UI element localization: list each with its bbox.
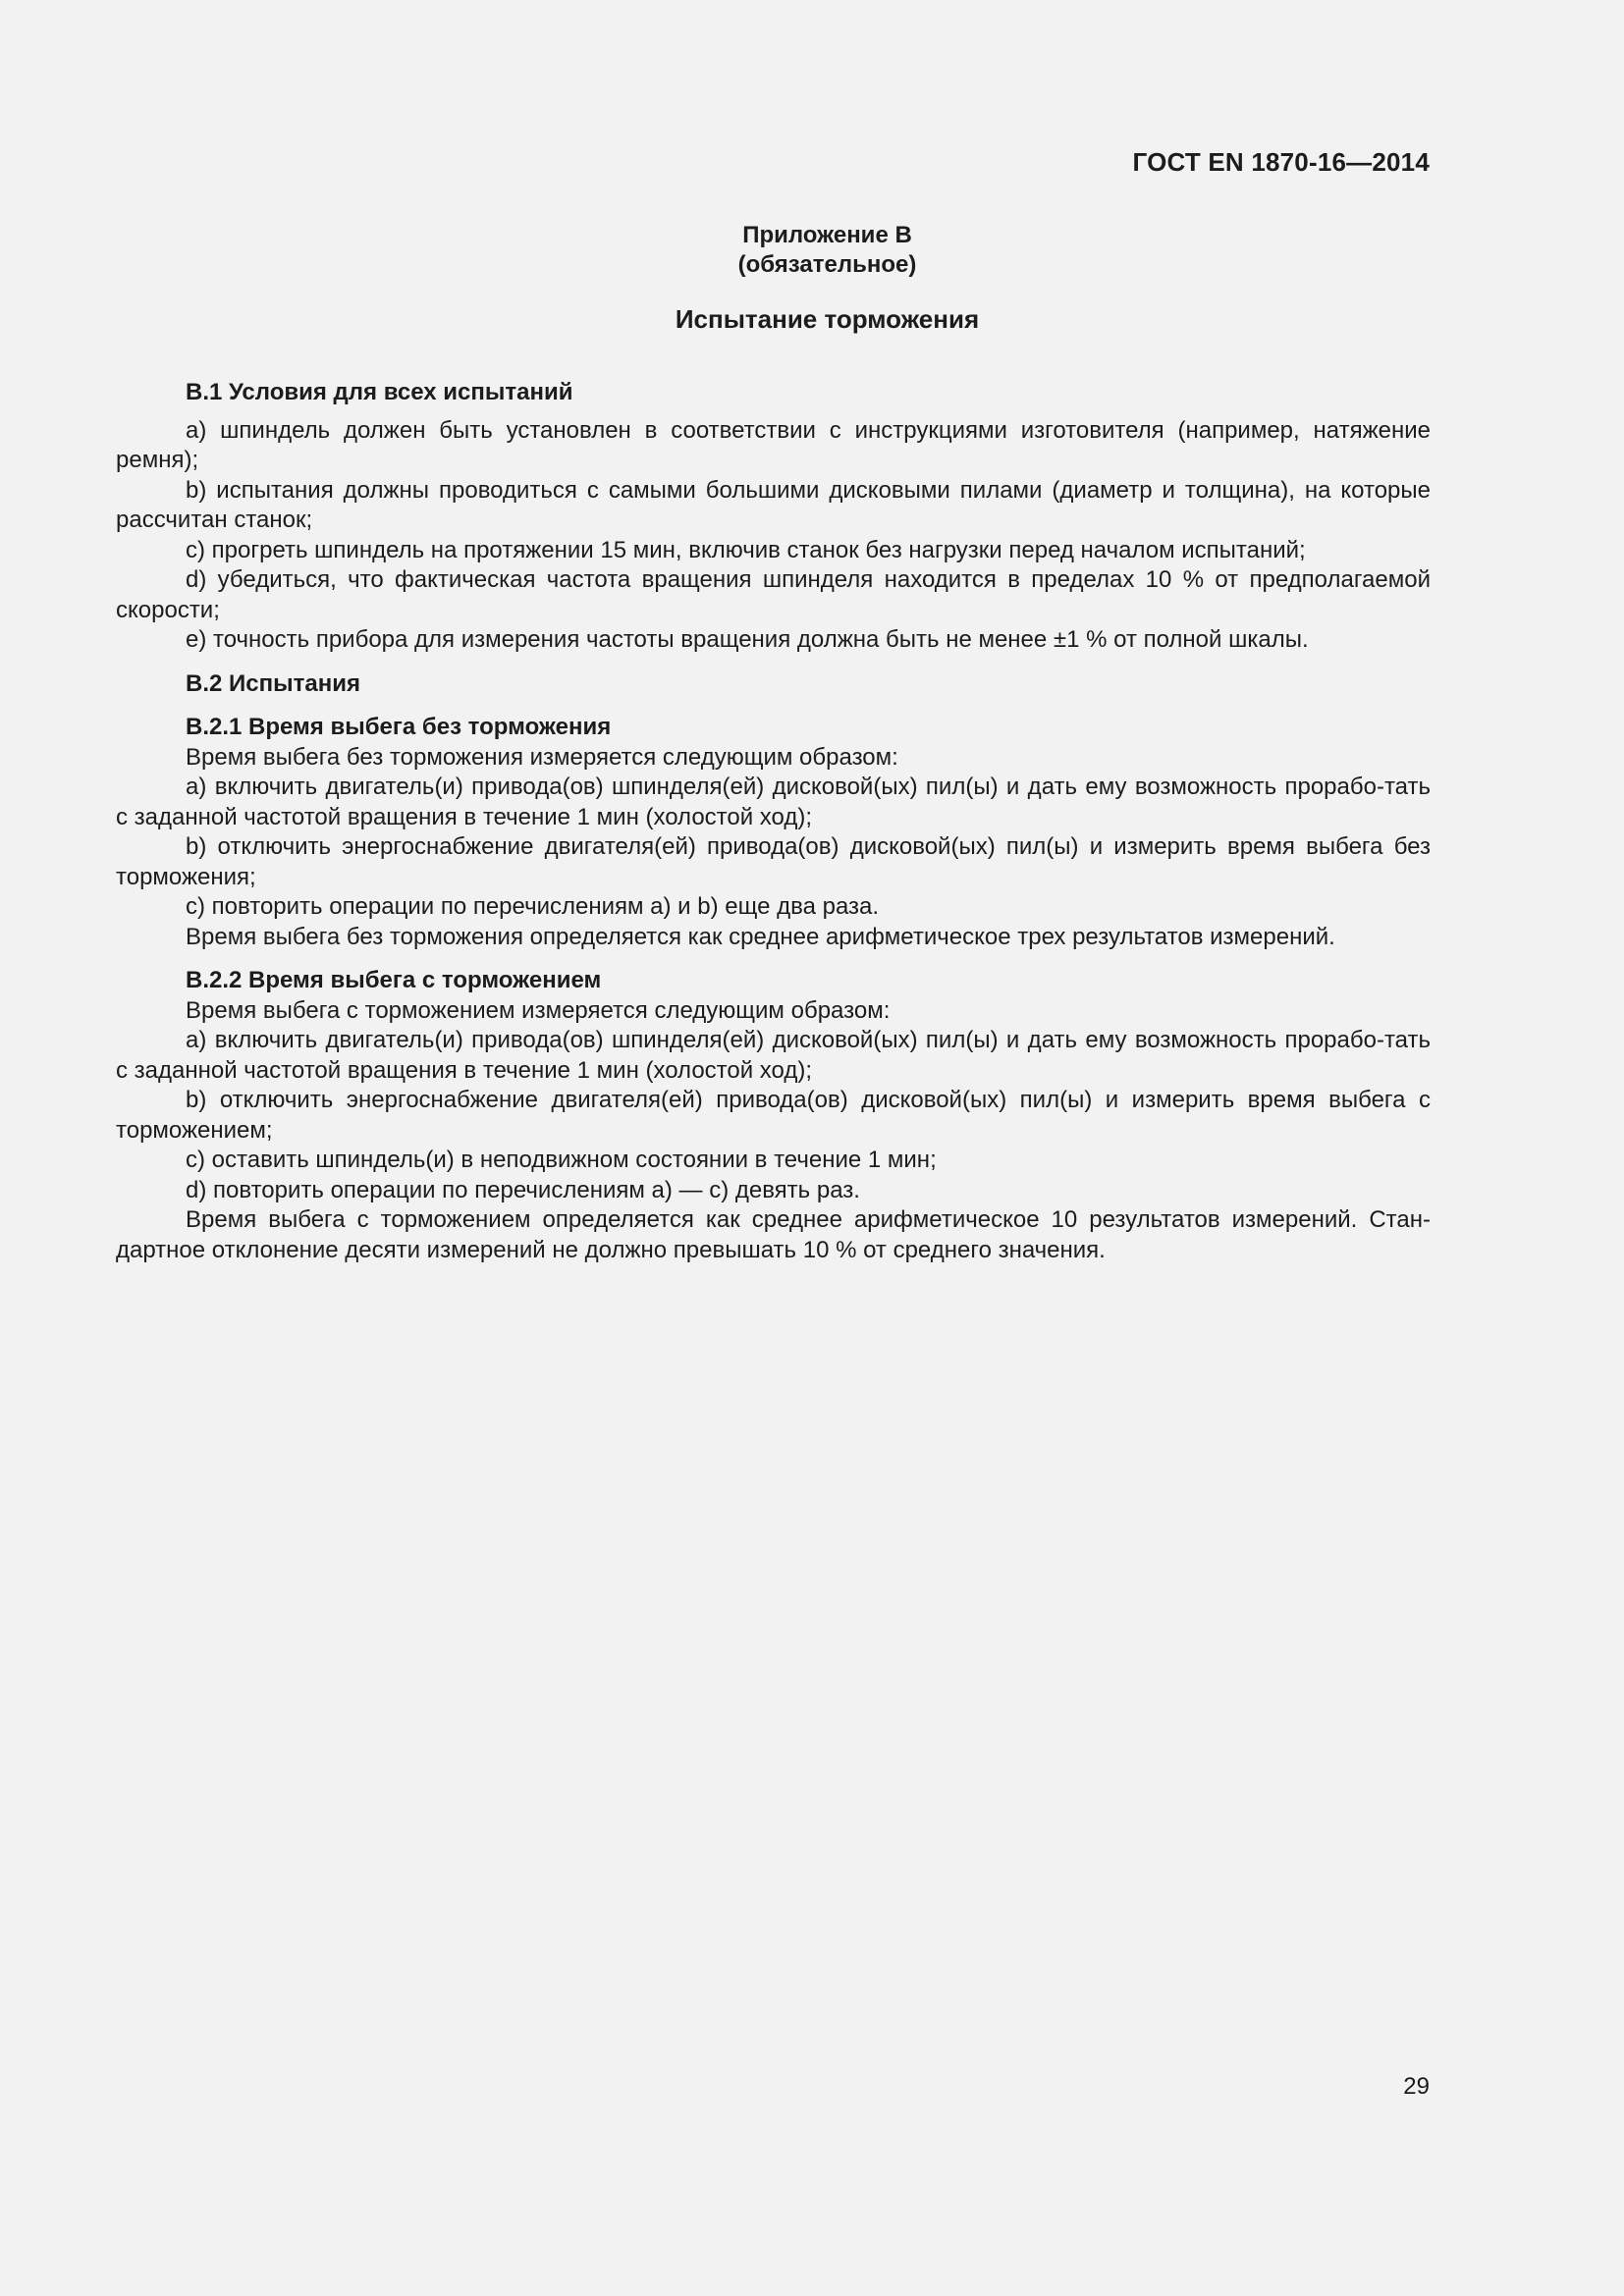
list-item: b) отключить энергоснабжение двигателя(ей) привода(ов) дисковой(ых) пил(ы) и измерить время выбега без торможения; — [116, 833, 1431, 890]
page-number: 29 — [1403, 2073, 1430, 2100]
section-b1-heading: В.1 Условия для всех испытаний — [186, 379, 573, 405]
list-item: d) повторить операции по перечислениям a) — c) девять раз. — [186, 1176, 860, 1203]
list-item: a) шпиндель должен быть установлен в соответствии с инструкциями изготовителя (например, натяжение ремня); — [116, 416, 1431, 473]
paragraph: Время выбега без торможения измеряется следующим образом: — [186, 743, 898, 771]
list-item: c) оставить шпиндель(и) в неподвижном состоянии в течение 1 мин; — [186, 1147, 937, 1173]
list-item: c) повторить операции по перечислениям a) и b) еще два раза. — [186, 893, 880, 920]
section-b22-heading: В.2.2 Время выбега с торможением — [186, 967, 602, 993]
list-item: a) включить двигатель(и) привода(ов) шпинделя(ей) дисковой(ых) пил(ы) и дать ему возможность прорабо-тать с заданной частотой вращения в течение 1 мин (холостой ход); — [116, 1027, 1431, 1084]
list-item: a) включить двигатель(и) привода(ов) шпинделя(ей) дисковой(ых) пил(ы) и дать ему возможность прорабо-тать с заданной частотой вращения в течение 1 мин (холостой ход); — [116, 774, 1431, 830]
list-item: e) точность прибора для измерения частоты вращения должна быть не менее ±1 % от полной шкалы. — [186, 626, 1309, 653]
page-content — [116, 221, 1431, 1265]
annex-label: Приложение В — [742, 222, 912, 248]
paragraph: Время выбега с торможением определяется как среднее арифметическое 10 результатов измерений. Стан-дартное отклонение десяти измерений не должно превышать 10 % от среднего значения. — [116, 1206, 1431, 1263]
document-code: ГОСТ EN 1870-16—2014 — [1132, 147, 1430, 177]
annex-title: Испытание торможения — [675, 304, 980, 334]
list-item: b) отключить энергоснабжение двигателя(ей) привода(ов) дисковой(ых) пил(ы) и измерить время выбега с торможением; — [116, 1087, 1431, 1144]
paragraph: Время выбега с торможением измеряется следующим образом: — [186, 996, 891, 1024]
list-item: c) прогреть шпиндель на протяжении 15 мин, включив станок без нагрузки перед началом испытаний; — [186, 536, 1306, 563]
annex-status: (обязательное) — [737, 251, 917, 278]
list-item: b) испытания должны проводиться с самыми большими дисковыми пилами (диаметр и толщина), на которые рассчитан станок; — [116, 476, 1431, 533]
list-item: d) убедиться, что фактическая частота вращения шпинделя находится в пределах 10 % от предполагаемой скорости; — [116, 566, 1431, 623]
section-b21-heading: В.2.1 Время выбега без торможения — [186, 714, 612, 740]
section-b2-heading: В.2 Испытания — [186, 669, 360, 697]
paragraph: Время выбега без торможения определяется как среднее арифметическое трех результатов измерений. — [186, 923, 1335, 950]
